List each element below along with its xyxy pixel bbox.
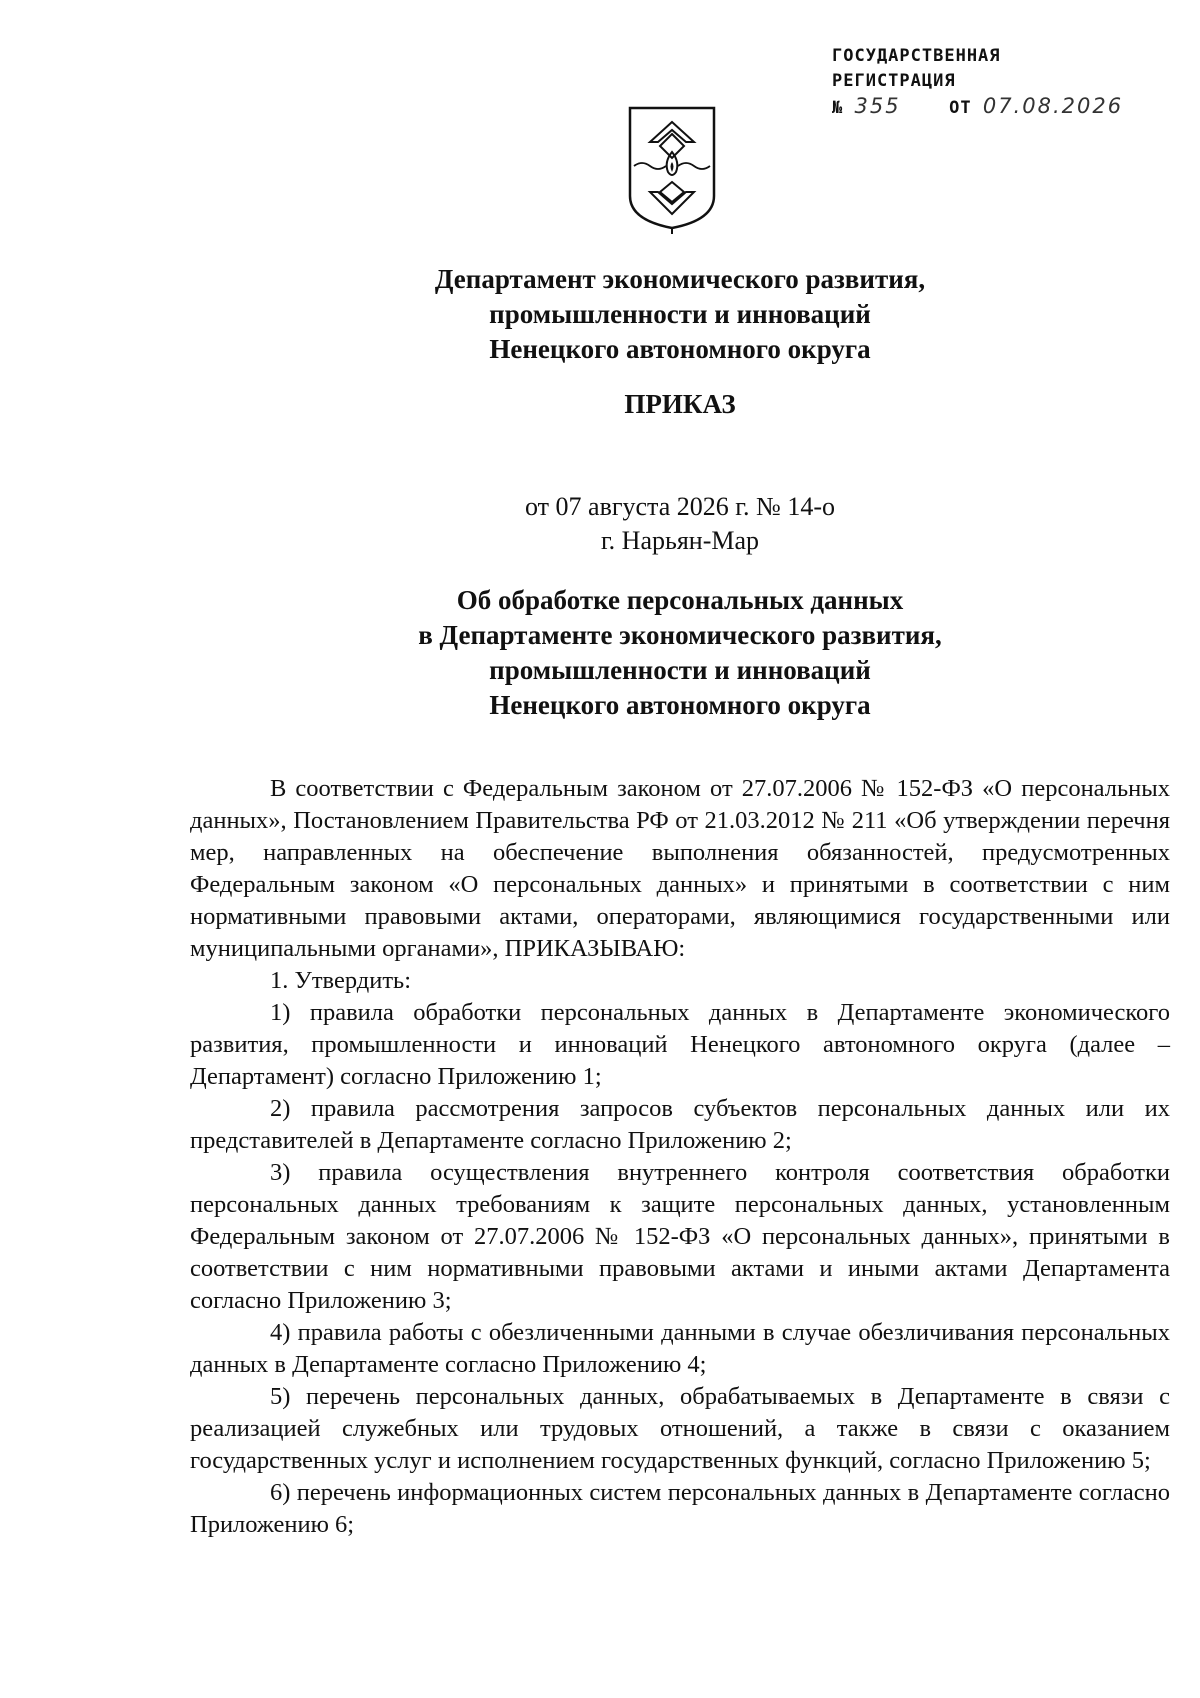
organization-title [200, 262, 1160, 367]
list-item: 3) правила осуществления внутреннего контроля соответствия обработки персональных данных требованиям к защите персональных данных, установленным Федеральным законом от 27.07.2006 № 152-ФЗ «О персональных данных», принятыми в соответствии с ним нормативными правовыми актами и иными актами Департамента согласно Приложению 3; [190, 1159, 1170, 1314]
document-subject-line-4: Ненецкого автономного округа [489, 690, 871, 720]
document-subject-line-2: в Департаменте экономического развития, [418, 620, 942, 650]
registration-line-1: ГОСУДАРСТВЕННАЯ [832, 46, 1001, 66]
organization-title-line-3: Ненецкого автономного округа [489, 334, 871, 364]
document-subject-line-1: Об обработке персональных данных [456, 585, 904, 615]
registration-number-label: № [832, 98, 844, 118]
registration-date: 07.08.2026 [982, 94, 1124, 118]
document-body [190, 773, 1170, 1541]
registration-stamp [832, 44, 1162, 121]
organization-title-line-2: промышленности и инноваций [489, 299, 871, 329]
document-subject [200, 583, 1160, 723]
list-item: 4) правила работы с обезличенными данными в случае обезличивания персональных данных в Департаменте согласно Приложению 4; [190, 1319, 1170, 1378]
list-item: 2) правила рассмотрения запросов субъектов персональных данных или их представителей в Департаменте согласно Приложению 2; [190, 1095, 1170, 1154]
document-city: г. Нарьян-Мар [600, 526, 760, 555]
preamble-paragraph: В соответствии с Федеральным законом от 27.07.2006 № 152-ФЗ «О персональных данных», Постановлением Правительства РФ от 21.03.2012 № 211 «Об утверждении перечня мер, направленных на обеспечение выполнения обязанностей, предусмотренных Федеральным законом «О персональных данных» и принятыми в соответствии с ним нормативными правовыми актами, операторами, являющимися государственными или муниципальными органами», ПРИКАЗЫВАЮ: [190, 775, 1170, 962]
registration-date-label: ОТ [949, 98, 972, 118]
document-type: ПРИКАЗ [624, 389, 736, 419]
list-item: 6) перечень информационных систем персональных данных в Департаменте согласно Приложению 6; [190, 1479, 1170, 1538]
document-subject-line-3: промышленности и инноваций [489, 655, 871, 685]
clause-1: 1. Утвердить: [270, 967, 412, 994]
document-date: от 07 августа 2026 г. № 14-о [525, 492, 835, 521]
coat-of-arms-icon [622, 104, 722, 236]
registration-number: 355 [854, 94, 901, 118]
list-item: 5) перечень персональных данных, обрабатываемых в Департаменте в связи с реализацией служебных или трудовых отношений, а также в связи с оказанием государственных услуг и исполнением государственных функций, согласно Приложению 5; [190, 1383, 1170, 1474]
document-date-block [200, 490, 1160, 558]
organization-title-line-1: Департамент экономического развития, [434, 264, 926, 294]
list-item: 1) правила обработки персональных данных в Департаменте экономического развития, промышленности и инноваций Ненецкого автономного округа (далее – Департамент) согласно Приложению 1; [190, 999, 1170, 1090]
registration-number-row [832, 94, 1162, 121]
registration-line-2: РЕГИСТРАЦИЯ [832, 71, 956, 91]
